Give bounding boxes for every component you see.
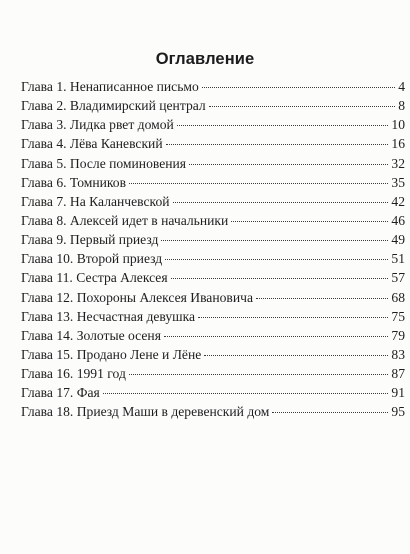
toc-entry-page-number: 91 <box>391 385 405 401</box>
toc-entry <box>21 98 405 117</box>
toc-entry-page-number: 46 <box>391 212 405 228</box>
toc-entry <box>21 404 405 423</box>
toc-entry-title: Глава 11. Сестра Алексея <box>21 270 168 286</box>
dot-leader <box>177 125 389 126</box>
dot-leader <box>103 393 389 394</box>
toc-entry <box>21 309 405 328</box>
toc-entry-title: Глава 13. Несчастная девушка <box>21 308 196 324</box>
dot-leader <box>256 298 388 299</box>
dot-leader <box>204 355 388 356</box>
toc-entry-title: Глава 2. Владимирский централ <box>21 98 206 114</box>
toc-entry-title: Глава 18. Приезд Маши в деревенский дом <box>21 404 270 420</box>
toc-entry-title: Глава 14. Золотые осеня <box>21 327 161 343</box>
toc-entry-page-number: 35 <box>391 174 405 190</box>
page-title: Оглавление <box>155 50 255 68</box>
dot-leader <box>166 144 389 145</box>
dot-leader <box>129 183 388 184</box>
dot-leader <box>173 202 389 203</box>
toc-entry-page-number: 79 <box>391 327 405 343</box>
toc-entry <box>21 366 405 385</box>
toc-entry-page-number: 49 <box>391 232 405 248</box>
toc-entry-title: Глава 9. Первый приезд <box>21 232 159 248</box>
toc-entry <box>21 328 405 347</box>
toc-entry-page-number: 42 <box>391 193 405 209</box>
toc-entry <box>21 347 405 366</box>
toc-entry-title: Глава 4. Лёва Каневский <box>21 136 163 152</box>
toc-entry-page-number: 51 <box>391 251 405 267</box>
toc-entry-title: Глава 10. Второй приезд <box>21 251 163 267</box>
toc-entry-title: Глава 7. На Каланчевской <box>21 193 170 209</box>
toc-entry <box>21 251 405 270</box>
toc-entry-title: Глава 17. Фая <box>21 385 100 401</box>
toc-entry-page-number: 83 <box>391 346 405 362</box>
toc-entry <box>21 117 405 136</box>
toc-entry-page-number: 32 <box>391 155 405 171</box>
toc-entry <box>21 385 405 404</box>
dot-leader <box>198 317 388 318</box>
toc-entry <box>21 175 405 194</box>
toc-entry <box>21 213 405 232</box>
toc-entry-page-number: 8 <box>398 98 405 114</box>
dot-leader <box>272 412 388 413</box>
toc-entry <box>21 156 405 175</box>
toc-entry-title: Глава 16. 1991 год <box>21 366 126 382</box>
dot-leader <box>189 164 388 165</box>
toc-entry-page-number: 57 <box>391 270 405 286</box>
dot-leader <box>209 106 396 107</box>
toc-entry-page-number: 75 <box>391 308 405 324</box>
toc-entry <box>21 136 405 155</box>
dot-leader <box>129 374 389 375</box>
toc-entry-title: Глава 5. После поминовения <box>21 155 187 171</box>
toc-entry <box>21 290 405 309</box>
toc-entry-page-number: 95 <box>391 404 405 420</box>
toc-entry <box>21 232 405 251</box>
toc-entry-title: Глава 3. Лидка рвет домой <box>21 117 174 133</box>
toc-entry-title: Глава 15. Продано Лене и Лёне <box>21 346 202 362</box>
toc-entry <box>21 194 405 213</box>
toc-entry-title: Глава 8. Алексей идет в начальники <box>21 212 229 228</box>
dot-leader <box>171 278 389 279</box>
dot-leader <box>161 240 388 241</box>
dot-leader <box>202 87 395 88</box>
toc-entry-title: Глава 6. Томников <box>21 174 127 190</box>
dot-leader <box>165 259 388 260</box>
toc-entry-page-number: 87 <box>391 366 405 382</box>
table-of-contents <box>21 79 405 424</box>
dot-leader <box>231 221 388 222</box>
toc-entry-page-number: 68 <box>391 289 405 305</box>
dot-leader <box>164 336 388 337</box>
toc-entry-page-number: 4 <box>398 79 405 94</box>
toc-entry <box>21 270 405 289</box>
toc-entry <box>21 79 405 98</box>
toc-entry-title: Глава 12. Похороны Алексея Ивановича <box>21 289 253 305</box>
toc-entry-page-number: 10 <box>391 117 405 133</box>
toc-entry-page-number: 16 <box>391 136 405 152</box>
toc-entry-title: Глава 1. Ненаписанное письмо <box>21 79 199 94</box>
